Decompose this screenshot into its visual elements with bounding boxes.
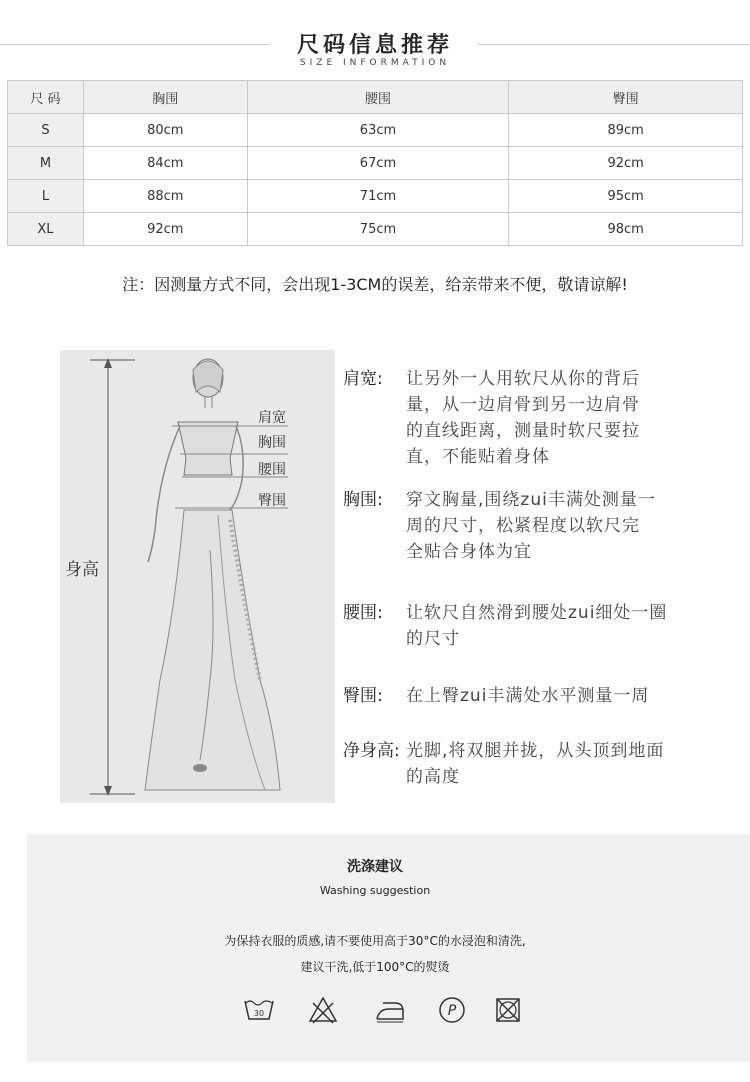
- guide-term: 腰围:: [343, 603, 383, 623]
- guide-height: [343, 738, 703, 794]
- cell-waist: 67cm: [247, 147, 509, 180]
- no-tumble-dry-icon: [494, 995, 522, 1025]
- wash-30-icon: [243, 995, 275, 1025]
- dress-sketch: [60, 350, 335, 803]
- cell-bust: 92cm: [83, 213, 247, 246]
- col-header-hip: 臀围: [509, 81, 743, 114]
- col-header-size: 尺 码: [8, 81, 84, 114]
- guide-line: 周的尺寸，松紧程度以软尺完: [406, 516, 640, 536]
- guide-line: 全贴合身体为宜: [406, 542, 532, 562]
- measurement-figure: [60, 350, 335, 803]
- cell-waist: 71cm: [247, 180, 509, 213]
- guide-line: 的高度: [406, 767, 460, 787]
- cell-hip: 98cm: [509, 213, 743, 246]
- dry-clean-p-icon: [437, 995, 467, 1025]
- table-row: [8, 114, 743, 147]
- guide-term: 肩宽:: [343, 369, 383, 389]
- guide-content: [406, 366, 696, 470]
- no-bleach-icon: [308, 995, 338, 1025]
- label-hip: 臀围: [258, 493, 286, 509]
- cell-hip: 89cm: [509, 114, 743, 147]
- cell-size: S: [8, 114, 84, 147]
- guide-bust: [343, 487, 703, 571]
- guide-line: 的尺寸: [406, 629, 460, 649]
- cell-waist: 63cm: [247, 114, 509, 147]
- label-shoulder: 肩宽: [258, 410, 286, 426]
- washing-subtitle: Washing suggestion: [319, 884, 431, 897]
- cell-size: M: [8, 147, 84, 180]
- guide-line: 让另外一人用软尺从你的背后: [406, 369, 640, 389]
- col-header-waist: 腰围: [247, 81, 509, 114]
- guide-line: 直，不能贴着身体: [406, 447, 550, 467]
- cell-hip: 95cm: [509, 180, 743, 213]
- label-bust: 胸围: [258, 435, 286, 451]
- guide-line: 在上臀zui丰满处水平测量一周: [406, 686, 650, 706]
- dry-clean-letter: P: [447, 1003, 457, 1019]
- wash-temp-text: 30: [253, 1009, 265, 1018]
- guide-line: 量，从一边肩骨到另一边肩骨: [406, 395, 640, 415]
- guide-line: 让软尺自然滑到腰处zui细处一圈: [406, 603, 668, 623]
- guide-line: 光脚,将双腿并拢，从头顶到地面: [406, 741, 665, 761]
- washing-title: 洗涤建议: [347, 859, 403, 875]
- cell-bust: 80cm: [83, 114, 247, 147]
- guide-shoulder: [343, 366, 703, 476]
- guide-content: [406, 600, 696, 652]
- table-row: [8, 180, 743, 213]
- guide-content: [406, 487, 696, 565]
- size-table: [7, 80, 743, 246]
- iron-icon: [373, 995, 407, 1025]
- cell-size: XL: [8, 213, 84, 246]
- page-title: 尺码信息推荐: [296, 33, 453, 58]
- col-header-bust: 胸围: [83, 81, 247, 114]
- guide-term: 臀围:: [343, 686, 383, 706]
- cell-bust: 88cm: [83, 180, 247, 213]
- guide-line: 穿文胸量,围绕zui丰满处测量一: [406, 490, 656, 510]
- guide-content: [406, 738, 696, 790]
- guide-term: 胸围:: [343, 490, 383, 510]
- cell-size: L: [8, 180, 84, 213]
- label-waist: 腰围: [258, 462, 286, 478]
- label-height: 身高: [65, 560, 99, 580]
- cell-bust: 84cm: [83, 147, 247, 180]
- guide-waist: [343, 600, 703, 656]
- measurement-note: 注：因测量方式不同，会出现1-3CM的误差，给亲带来不便，敬请谅解!: [122, 275, 628, 294]
- table-header-row: [8, 81, 743, 114]
- guide-hip: [343, 683, 703, 713]
- washing-text-line2: 建议干洗,低于100°C的熨烫: [300, 960, 450, 974]
- cell-waist: 75cm: [247, 213, 509, 246]
- washing-text-line1: 为保持衣服的质感,请不要使用高于30°C的水浸泡和清洗,: [224, 934, 526, 948]
- cell-hip: 92cm: [509, 147, 743, 180]
- table-row: [8, 213, 743, 246]
- guide-line: 的直线距离，测量时软尺要拉: [406, 421, 640, 441]
- guide-term: 净身高:: [343, 741, 400, 761]
- page-subtitle: SIZE INFORMATION: [299, 58, 451, 68]
- guide-content: [406, 683, 696, 709]
- table-row: [8, 147, 743, 180]
